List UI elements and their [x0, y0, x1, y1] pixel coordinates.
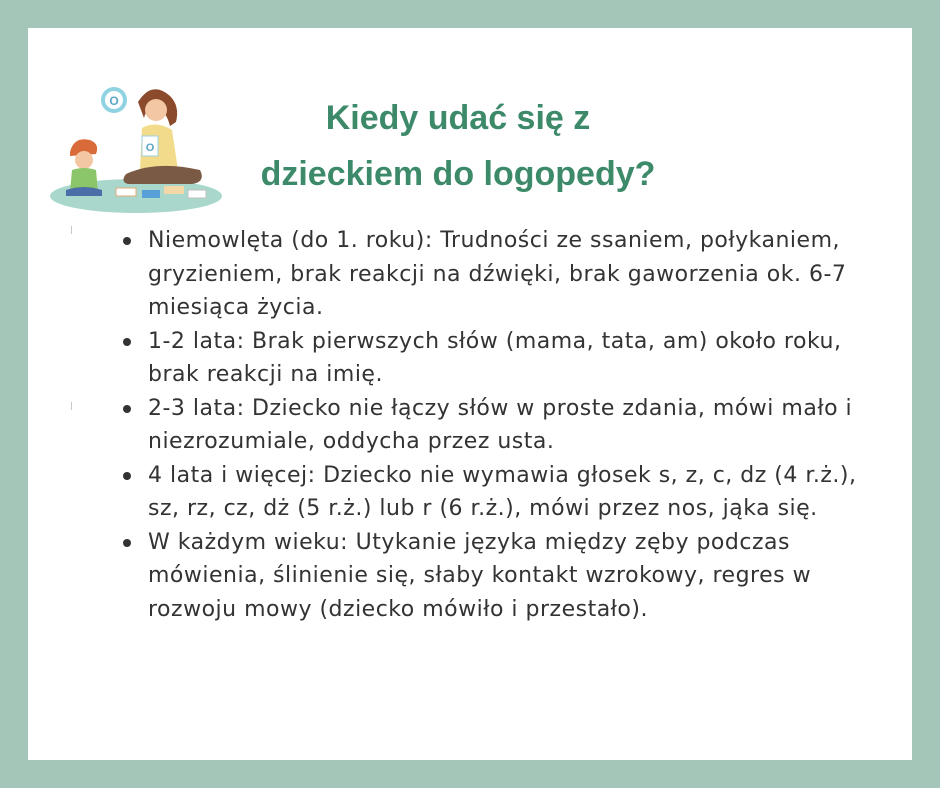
bullet-icon: [123, 405, 131, 413]
list-item-text: 1-2 lata: Brak pierwszych słów (mama, tata, am) około roku, brak reakcji na imię.: [148, 328, 842, 387]
bullet-icon: [123, 472, 131, 480]
speech-therapist-with-child-icon: [46, 78, 226, 218]
list-item: [118, 459, 878, 526]
list-item: [118, 392, 878, 459]
bullet-icon: [123, 338, 131, 346]
title-line-1: Kiedy udać się z: [325, 99, 591, 137]
list-item-text: 4 lata i więcej: Dziecko nie wymawia głosek s, z, c, dz (4 r.ż.), sz, rz, cz, dż (5 r.ż.) lub r (6 r.ż.), mówi przez nos, jąka się.: [148, 462, 857, 521]
bubble-letter: O: [109, 94, 119, 108]
list-item-text: W każdym wieku: Utykanie języka między zęby podczas mówienia, ślinienie się, słaby kontakt wzrokowy, regres w rozwoju mowy (dziecko mówiło i przestało).: [148, 529, 812, 622]
list-item: [118, 526, 878, 627]
bullet-icon: [123, 539, 131, 547]
list-item: [118, 325, 878, 392]
list-item: [118, 224, 878, 325]
bullet-icon: [123, 237, 131, 245]
page-title: [238, 90, 678, 202]
symptom-list: [118, 224, 878, 626]
card-letter: O: [145, 142, 155, 154]
info-card: [28, 28, 912, 760]
divider-mark: [71, 226, 72, 234]
divider-mark: [71, 402, 72, 410]
list-item-text: Niemowlęta (do 1. roku): Trudności ze ssaniem, połykaniem, gryzieniem, brak reakcji na dźwięki, brak gaworzenia ok. 6-7 miesiąca życia.: [148, 228, 847, 320]
title-line-2: dzieckiem do logopedy?: [260, 155, 656, 193]
list-item-text: 2-3 lata: Dziecko nie łączy słów w proste zdania, mówi mało i niezrozumiale, oddycha przez usta.: [148, 395, 853, 454]
